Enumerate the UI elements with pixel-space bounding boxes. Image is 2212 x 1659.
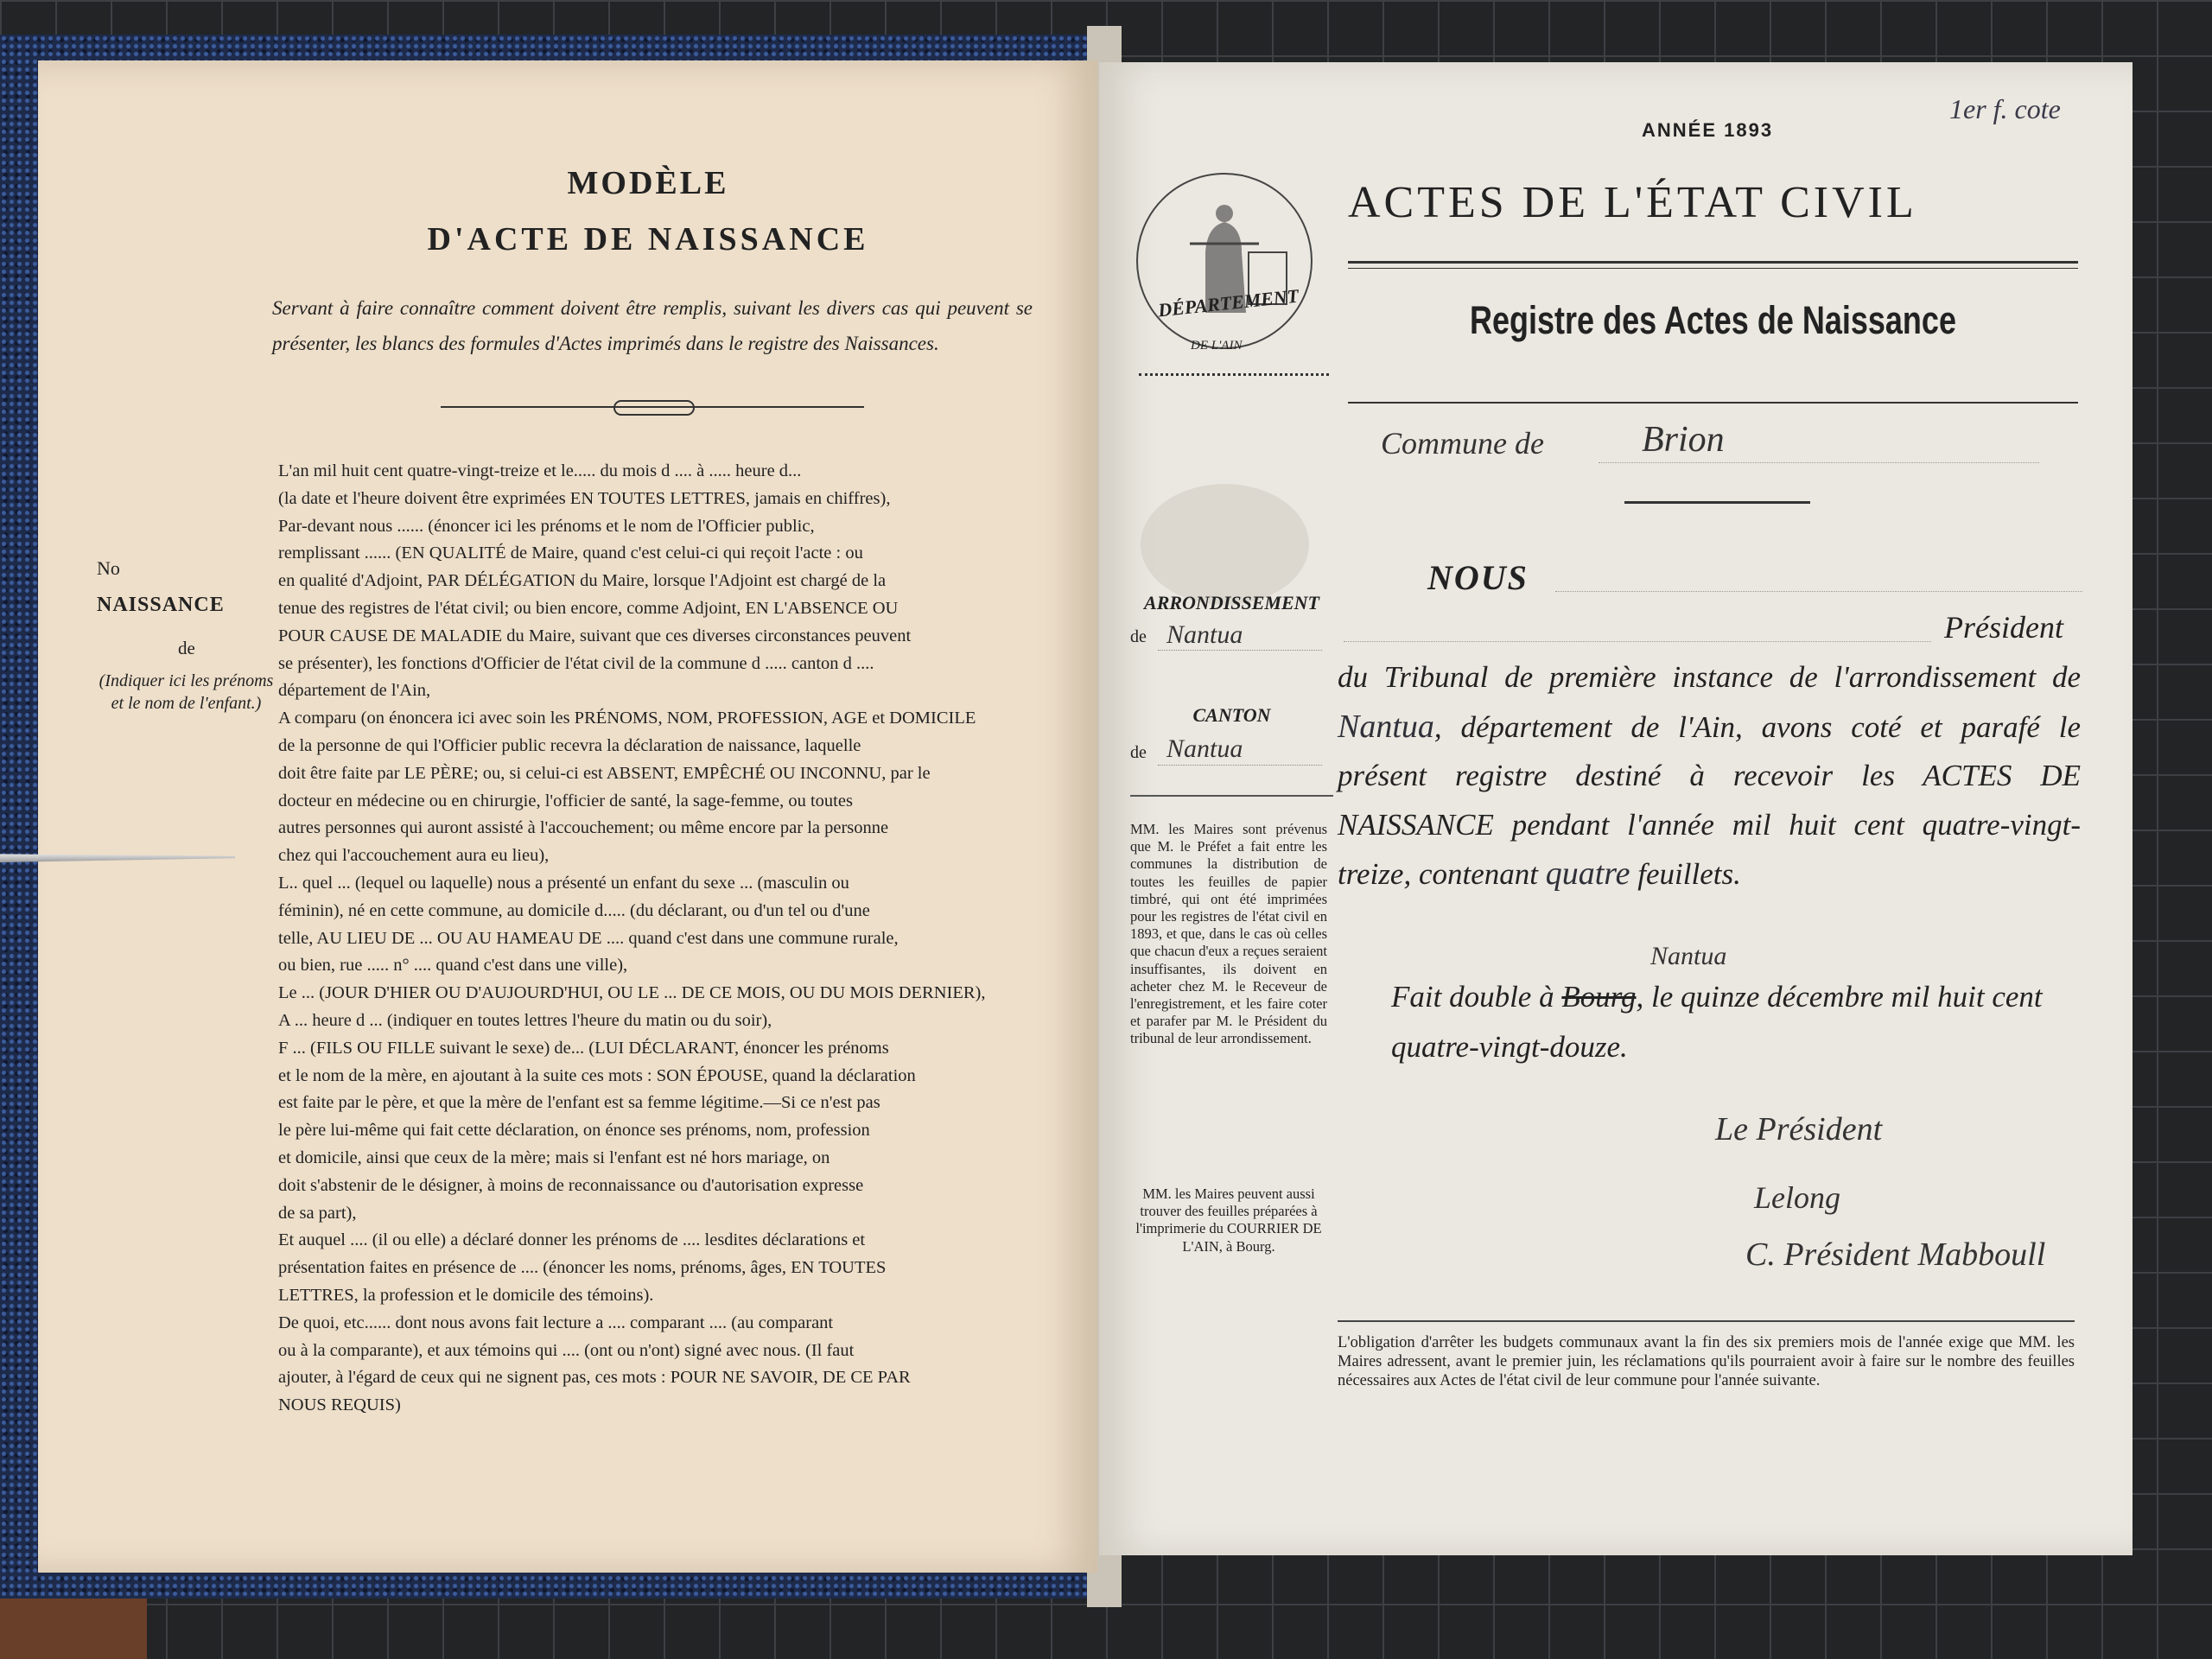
- model-text-line: De quoi, etc...... dont nous avons fait lecture a .... comparant .... (au comparant: [278, 1313, 834, 1332]
- commune-fill-line: [1599, 462, 2039, 463]
- arrondissement-fill-line: [1158, 650, 1322, 651]
- model-text-line: présentation faites en présence de .... (énoncer les noms, prénoms, âges, EN TOUTES: [278, 1258, 887, 1278]
- handwritten-sheet-count: quatre: [1545, 855, 1630, 892]
- nous-label: NOUS: [1427, 558, 1529, 597]
- model-text-line: F ... (FILS OU FILLE suivant le sexe) de... (LUI DÉCLARANT, énoncer les prénoms: [278, 1038, 889, 1058]
- register-title: ACTES DE L'ÉTAT CIVIL: [1348, 178, 1917, 227]
- model-text-line: féminin), né en cette commune, au domicile d..... (du déclarant, ou d'un tel ou d'une: [278, 900, 870, 920]
- margin-number-label: No: [97, 557, 120, 579]
- mayors-notice-stamped-paper: MM. les Maires sont prévenus que M. le Préfet a fait entre les communes la distribution de toutes les feuilles de papier timbré, qui ont été imprimées pour les registres de l'état civil en 1893, et que, dans le cas où celles que chacun d'eux a reçues seraient insuffisantes, ils doivent en acheter chez M. le Receveur de l'enregistrement, et les faire coter et parafer par M. le Président du tribunal de leur arrondissement.: [1130, 821, 1327, 1047]
- model-text-line: chez qui l'accouchement aura eu lieu),: [278, 846, 550, 866]
- handwritten-arrondissement: Nantua: [1338, 708, 1434, 745]
- model-text-line: doit s'abstenir de le désigner, à moins de reconnaissance ou d'autorisation expresse: [278, 1175, 864, 1195]
- model-text-line: se présenter), les fonctions d'Officier de l'état civil de la commune d ..... canton d ....: [278, 653, 874, 673]
- model-text-line: et domicile, ainsi que ceux de la mère; mais si l'enfant est né hors mariage, on: [278, 1147, 830, 1167]
- model-text-line: Et auquel .... (il ou elle) a déclaré donner les prénoms de .... lesdites déclarations et: [278, 1230, 866, 1250]
- seal-ain-text: DE L'AIN: [1191, 339, 1243, 353]
- model-text-line: (la date et l'heure doivent être exprimées EN TOUTES LETTRES, jamais en chiffres),: [278, 488, 891, 508]
- handwritten-place-correction: Nantua: [1650, 942, 1727, 970]
- model-text-line: département de l'Ain,: [278, 681, 431, 701]
- signature-lelong: Lelong: [1754, 1180, 1841, 1215]
- model-text-line: de la personne de qui l'Officier public recevra la déclaration de naissance, laquelle: [278, 735, 861, 755]
- model-text-line: de sa part),: [278, 1203, 357, 1223]
- certification-part1: du Tribunal de première instance de l'arrondissement de: [1338, 660, 2081, 694]
- register-year: ANNÉE 1893: [1642, 119, 1774, 141]
- model-text-line: ajouter, à l'égard de ceux qui ne signent pas, ces mots : POUR NE SAVOIR, DE CE PAR: [278, 1368, 911, 1388]
- footer-rule: [1338, 1320, 2075, 1322]
- seal-department-text: DÉPARTEMENT: [1157, 284, 1300, 321]
- fiscal-stamp-seal: [1136, 173, 1313, 349]
- model-text-line: Le ... (JOUR D'HIER OU D'AUJOURD'HUI, OU LE ... DE CE MOIS, OU DU MOIS DERNIER),: [278, 983, 986, 1003]
- margin-de-label: de: [178, 638, 195, 658]
- model-text-line: telle, AU LIEU DE ... OU AU HAMEAU DE .... quand c'est dans une commune rurale,: [278, 928, 899, 948]
- model-text-line: doit être faite par LE PÈRE; ou, si celui-ci est ABSENT, EMPÊCHÉ OU INCONNU, par le: [278, 763, 931, 783]
- model-text-line: LETTRES, la profession et le domicile des témoins).: [278, 1285, 654, 1305]
- title-rule-thin: [1348, 268, 2078, 269]
- fait-part1: Fait double à: [1391, 980, 1554, 1014]
- margin-indiquer-note: (Indiquer ici les prénoms et le nom de l'enfant.): [99, 671, 274, 713]
- canton-fill-line: [1158, 765, 1322, 766]
- model-birth-act-text: [278, 458, 1039, 1420]
- model-text-line: en qualité d'Adjoint, PAR DÉLÉGATION du Maire, lorsque l'Adjoint est chargé de la: [278, 571, 887, 591]
- signature-third: C. Président Mabboull: [1745, 1236, 2046, 1273]
- canton-label: CANTON: [1192, 704, 1271, 726]
- left-title-line1: MODÈLE: [567, 165, 729, 201]
- signature-president: Le Président: [1715, 1111, 1883, 1147]
- model-text-line: L.. quel ... (lequel ou laquelle) nous a présenté un enfant du sexe ... (masculin ou: [278, 873, 849, 893]
- model-text-line: Par-devant nous ...... (énoncer ici les prénoms et le nom de l'Officier public,: [278, 516, 815, 536]
- commune-label: Commune de: [1381, 426, 1544, 461]
- seal-wavy-rule: [1139, 373, 1329, 381]
- subtitle-rule: [1348, 402, 2078, 404]
- model-text-line: POUR CAUSE DE MALADIE du Maire, suivant que ces diverses circonstances peuvent: [278, 626, 912, 645]
- president-label: Président: [1944, 610, 2063, 645]
- left-intro: Servant à faire connaître comment doivent être remplis, suivant les divers cas qui peuvent se présenter, les blancs des formules d'Actes imprimés dans le registre des Naissances.: [272, 297, 1033, 354]
- corner-handwritten-note: 1er f. cote: [1949, 93, 2061, 124]
- arrondissement-value: Nantua: [1166, 620, 1243, 649]
- title-rule-thick: [1348, 261, 2078, 264]
- president-fill-line: [1344, 641, 1931, 642]
- model-text-line: est faite par le père, et que la mère de l'enfant est sa femme légitime.—Si ce n'est pas: [278, 1093, 880, 1113]
- register-subtitle: Registre des Actes de Naissance: [1470, 298, 1956, 342]
- canton-de: de: [1130, 743, 1147, 762]
- struck-place: Bourg: [1561, 980, 1637, 1014]
- model-text-line: ou à la comparante), et aux témoins qui .... (ont ou n'ont) signé avec nous. (Il faut: [278, 1340, 855, 1360]
- canton-value: Nantua: [1166, 734, 1243, 763]
- model-text-line: autres personnes qui auront assisté à l'accouchement; ou même encore par la personne: [278, 818, 889, 838]
- mayors-notice-courrier: MM. les Maires peuvent aussi trouver des feuilles préparées à l'imprimerie du COURRIER DE L'AIN, à Bourg.: [1135, 1185, 1322, 1255]
- model-text-line: et le nom de la mère, en ajoutant à la suite ces mots : SON ÉPOUSE, quand la déclaration: [278, 1065, 916, 1085]
- commune-value: Brion: [1642, 420, 1725, 460]
- certification-text: [1338, 653, 2081, 899]
- certification-part2: , département de l'Ain, avons coté et parafé le présent registre destiné à recevoir les ACTES DE NAISSANCE pendant l'année mil huit cent quatre-vingt-treize, contenant: [1338, 709, 2081, 891]
- ornament-divider: [441, 406, 864, 420]
- model-text-line: tenue des registres de l'état civil; ou bien encore, comme Adjoint, EN L'ABSENCE OU: [278, 598, 899, 618]
- fait-part2: , le quinze décembre mil huit cent quatre-vingt-douze.: [1391, 980, 2043, 1064]
- arrondissement-label: ARRONDISSEMENT: [1144, 592, 1319, 613]
- left-title-line2: D'ACTE DE NAISSANCE: [427, 221, 869, 257]
- model-text-line: le père lui-même qui fait cette déclaration, on énonce ses prénoms, nom, profession: [278, 1121, 870, 1141]
- margin-naissance-label: NAISSANCE: [97, 594, 225, 616]
- model-text-line: L'an mil huit cent quatre-vingt-treize et le..... du mois d .... à ..... heure d...: [278, 461, 802, 480]
- model-text-line: NOUS REQUIS): [278, 1395, 401, 1415]
- stamp-figure-icon: [1138, 175, 1311, 347]
- budget-obligation-notice: L'obligation d'arrêter les budgets communaux avant la fin des six premiers mois de l'année exige que MM. les Maires adressent, avant le premier juin, les réclamations qu'ils pourraient avoir à faire sur le nombre des feuilles nécessaires aux Actes de l'état civil de leur commune pour l'année suivante.: [1338, 1334, 2075, 1389]
- model-text-line: A ... heure d ... (indiquer en toutes lettres l'heure du matin ou du soir),: [278, 1010, 772, 1030]
- model-text-line: docteur en médecine ou en chirurgie, l'officier de santé, la sage-femme, ou toutes: [278, 791, 853, 810]
- fait-double-text: [1391, 972, 2082, 1072]
- embossed-stamp: [1141, 484, 1309, 605]
- side-note-rule: [1130, 795, 1333, 797]
- commune-rule: [1624, 501, 1810, 504]
- certification-part3: feuillets.: [1637, 857, 1741, 891]
- model-text-line: ou bien, rue ..... n° .... quand c'est dans une ville),: [278, 956, 628, 976]
- model-text-line: A comparu (on énoncera ici avec soin les PRÉNOMS, NOM, PROFESSION, AGE et DOMICILE: [278, 709, 976, 728]
- nous-fill-line: [1555, 591, 2082, 592]
- model-text-line: remplissant ...... (EN QUALITÉ de Maire, quand c'est celui-ci qui reçoit l'acte : ou: [278, 543, 863, 563]
- arrondissement-de: de: [1130, 627, 1147, 646]
